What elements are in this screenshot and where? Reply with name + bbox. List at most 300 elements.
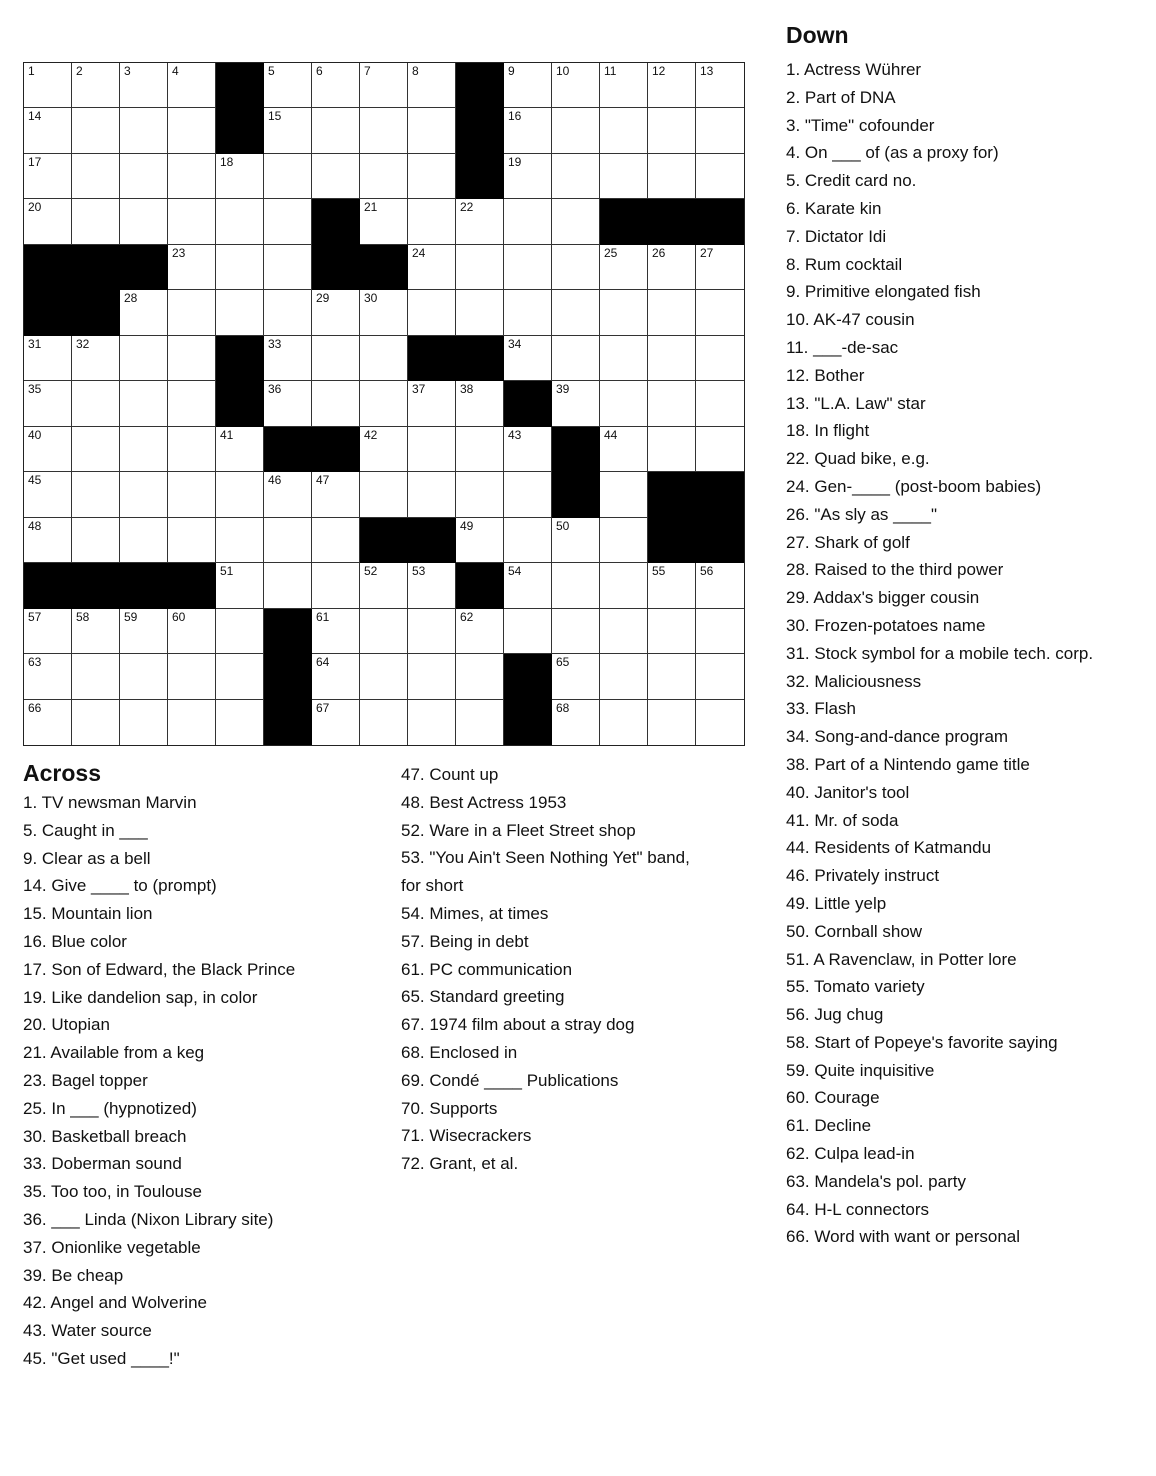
across-clue: 37. Onionlike vegetable xyxy=(23,1237,201,1257)
grid-cell[interactable] xyxy=(552,518,600,563)
across-clue: 35. Too too, in Toulouse xyxy=(23,1182,202,1202)
grid-cell[interactable] xyxy=(600,609,648,654)
grid-cell[interactable] xyxy=(120,518,168,563)
grid-cell[interactable] xyxy=(24,381,72,427)
clue-number: 8 xyxy=(412,64,419,78)
grid-cell[interactable] xyxy=(552,290,600,336)
clue-number: 55 xyxy=(652,564,666,578)
grid-cell[interactable] xyxy=(72,700,120,745)
down-clue: 10. AK-47 cousin xyxy=(786,310,915,330)
grid-cell[interactable] xyxy=(312,108,360,154)
grid-cell[interactable] xyxy=(312,563,360,609)
grid-cell[interactable] xyxy=(696,290,744,336)
grid-cell[interactable] xyxy=(504,63,552,108)
clue-number: 29 xyxy=(316,291,330,305)
grid-cell[interactable] xyxy=(456,654,504,700)
black-square xyxy=(216,381,264,427)
grid-cell[interactable] xyxy=(312,609,360,654)
black-square xyxy=(648,472,696,518)
grid-cell[interactable] xyxy=(72,654,120,700)
clue-number: 45 xyxy=(28,473,42,487)
grid-cell[interactable] xyxy=(360,290,408,336)
grid-cell[interactable] xyxy=(360,654,408,700)
clue-number: 49 xyxy=(460,519,474,533)
grid-cell[interactable] xyxy=(168,63,216,108)
grid-cell[interactable] xyxy=(264,472,312,518)
grid-cell[interactable] xyxy=(24,654,72,700)
grid-cell[interactable] xyxy=(168,609,216,654)
grid-cell[interactable] xyxy=(552,245,600,290)
crossword-grid xyxy=(23,62,745,746)
black-square xyxy=(504,381,552,427)
black-square xyxy=(264,654,312,700)
grid-cell[interactable] xyxy=(648,381,696,427)
grid-cell[interactable] xyxy=(312,700,360,745)
across-clue: 67. 1974 film about a stray dog xyxy=(401,1015,635,1035)
grid-cell[interactable] xyxy=(504,154,552,199)
grid-cell[interactable] xyxy=(168,245,216,290)
grid-cell[interactable] xyxy=(168,108,216,154)
grid-cell[interactable] xyxy=(648,336,696,381)
grid-cell[interactable] xyxy=(696,700,744,745)
grid-cell[interactable] xyxy=(408,290,456,336)
down-clue: 41. Mr. of soda xyxy=(786,810,899,830)
grid-cell[interactable] xyxy=(72,199,120,245)
grid-cell[interactable] xyxy=(696,336,744,381)
black-square xyxy=(600,199,648,245)
grid-cell[interactable] xyxy=(216,427,264,472)
grid-cell[interactable] xyxy=(648,245,696,290)
grid-cell[interactable] xyxy=(216,245,264,290)
black-square xyxy=(24,245,72,290)
down-clue: 26. "As sly as ____" xyxy=(786,504,937,524)
grid-cell[interactable] xyxy=(216,472,264,518)
black-square xyxy=(456,336,504,381)
grid-cell[interactable] xyxy=(264,563,312,609)
down-clue: 7. Dictator Idi xyxy=(786,226,887,246)
grid-cell[interactable] xyxy=(312,472,360,518)
grid-cell[interactable] xyxy=(216,154,264,199)
down-clue: 29. Addax's bigger cousin xyxy=(786,588,980,608)
grid-cell[interactable] xyxy=(360,108,408,154)
grid-cell[interactable] xyxy=(504,609,552,654)
grid-cell[interactable] xyxy=(552,63,600,108)
grid-cell[interactable] xyxy=(456,609,504,654)
grid-cell[interactable] xyxy=(24,609,72,654)
clue-number: 19 xyxy=(508,155,522,169)
grid-cell[interactable] xyxy=(552,563,600,609)
grid-cell[interactable] xyxy=(408,609,456,654)
black-square xyxy=(552,427,600,472)
down-clue: 24. Gen-____ (post-boom babies) xyxy=(786,476,1042,496)
grid-cell[interactable] xyxy=(648,563,696,609)
grid-cell[interactable] xyxy=(72,63,120,108)
black-square xyxy=(216,63,264,108)
grid-cell[interactable] xyxy=(72,427,120,472)
black-square xyxy=(648,199,696,245)
grid-cell[interactable] xyxy=(360,199,408,245)
down-clue: 2. Part of DNA xyxy=(786,87,896,107)
grid-cell[interactable] xyxy=(600,700,648,745)
clue-number: 60 xyxy=(172,610,186,624)
grid-cell[interactable] xyxy=(648,654,696,700)
grid-cell[interactable] xyxy=(72,381,120,427)
grid-cell[interactable] xyxy=(696,427,744,472)
grid-cell[interactable] xyxy=(24,154,72,199)
down-clue: 64. H-L connectors xyxy=(786,1199,929,1219)
grid-cell[interactable] xyxy=(648,700,696,745)
across-clue: 42. Angel and Wolverine xyxy=(23,1293,207,1313)
grid-cell[interactable] xyxy=(504,472,552,518)
clue-number: 3 xyxy=(124,64,131,78)
grid-cell[interactable] xyxy=(552,654,600,700)
grid-cell[interactable] xyxy=(168,154,216,199)
grid-cell[interactable] xyxy=(120,154,168,199)
across-clue: 68. Enclosed in xyxy=(401,1042,518,1062)
grid-cell[interactable] xyxy=(168,472,216,518)
across-clue-list-column-2 xyxy=(401,761,690,1178)
grid-cell[interactable] xyxy=(312,381,360,427)
grid-cell[interactable] xyxy=(696,63,744,108)
grid-cell[interactable] xyxy=(72,609,120,654)
grid-cell[interactable] xyxy=(24,427,72,472)
grid-cell[interactable] xyxy=(24,700,72,745)
grid-cell[interactable] xyxy=(456,518,504,563)
clue-number: 64 xyxy=(316,655,330,669)
grid-cell[interactable] xyxy=(264,336,312,381)
grid-cell[interactable] xyxy=(312,290,360,336)
black-square xyxy=(504,700,552,745)
down-clue: 12. Bother xyxy=(786,365,865,385)
clue-number: 16 xyxy=(508,109,522,123)
grid-cell[interactable] xyxy=(696,245,744,290)
clue-number: 61 xyxy=(316,610,330,624)
clue-number: 13 xyxy=(700,64,714,78)
across-clue: 61. PC communication xyxy=(401,959,573,979)
grid-cell[interactable] xyxy=(312,63,360,108)
grid-cell[interactable] xyxy=(648,63,696,108)
grid-cell[interactable] xyxy=(552,199,600,245)
grid-cell[interactable] xyxy=(600,154,648,199)
grid-cell[interactable] xyxy=(24,518,72,563)
grid-cell[interactable] xyxy=(504,518,552,563)
down-clue: 60. Courage xyxy=(786,1088,880,1108)
grid-cell[interactable] xyxy=(360,63,408,108)
clue-number: 24 xyxy=(412,246,426,260)
grid-cell[interactable] xyxy=(648,427,696,472)
clue-number: 14 xyxy=(28,109,42,123)
down-clue: 32. Maliciousness xyxy=(786,671,922,691)
grid-cell[interactable] xyxy=(456,290,504,336)
clue-number: 32 xyxy=(76,337,90,351)
grid-cell[interactable] xyxy=(360,472,408,518)
grid-cell[interactable] xyxy=(408,199,456,245)
grid-cell[interactable] xyxy=(600,472,648,518)
grid-cell[interactable] xyxy=(72,518,120,563)
clue-number: 11 xyxy=(604,64,617,78)
grid-cell[interactable] xyxy=(552,381,600,427)
grid-cell[interactable] xyxy=(696,609,744,654)
grid-cell[interactable] xyxy=(360,381,408,427)
grid-cell[interactable] xyxy=(264,518,312,563)
grid-cell[interactable] xyxy=(648,154,696,199)
black-square xyxy=(216,108,264,154)
clue-number: 30 xyxy=(364,291,378,305)
grid-cell[interactable] xyxy=(120,63,168,108)
grid-cell[interactable] xyxy=(696,381,744,427)
grid-cell[interactable] xyxy=(408,108,456,154)
grid-cell[interactable] xyxy=(72,154,120,199)
grid-cell[interactable] xyxy=(408,563,456,609)
grid-cell[interactable] xyxy=(24,336,72,381)
across-clue: 72. Grant, et al. xyxy=(401,1154,519,1174)
grid-cell[interactable] xyxy=(264,199,312,245)
grid-cell[interactable] xyxy=(408,700,456,745)
grid-cell[interactable] xyxy=(24,63,72,108)
grid-cell[interactable] xyxy=(312,154,360,199)
grid-cell[interactable] xyxy=(264,154,312,199)
clue-number: 15 xyxy=(268,109,282,123)
grid-cell[interactable] xyxy=(264,108,312,154)
black-square xyxy=(264,427,312,472)
across-clue: for short xyxy=(401,876,464,896)
grid-cell[interactable] xyxy=(600,381,648,427)
grid-cell[interactable] xyxy=(24,199,72,245)
grid-cell[interactable] xyxy=(456,472,504,518)
grid-cell[interactable] xyxy=(24,108,72,154)
clue-number: 9 xyxy=(508,64,515,78)
across-clue: 21. Available from a keg xyxy=(23,1043,205,1063)
grid-cell[interactable] xyxy=(504,290,552,336)
grid-cell[interactable] xyxy=(552,336,600,381)
grid-cell[interactable] xyxy=(504,563,552,609)
grid-cell[interactable] xyxy=(504,108,552,154)
black-square xyxy=(408,336,456,381)
grid-cell[interactable] xyxy=(600,427,648,472)
down-clue: 31. Stock symbol for a mobile tech. corp. xyxy=(786,643,1094,663)
grid-cell[interactable] xyxy=(600,245,648,290)
black-square xyxy=(120,245,168,290)
black-square xyxy=(408,518,456,563)
grid-cell[interactable] xyxy=(120,290,168,336)
grid-cell[interactable] xyxy=(408,63,456,108)
across-clue: 54. Mimes, at times xyxy=(401,903,549,923)
clue-number: 50 xyxy=(556,519,570,533)
grid-cell[interactable] xyxy=(408,154,456,199)
grid-cell[interactable] xyxy=(120,108,168,154)
grid-cell[interactable] xyxy=(552,154,600,199)
grid-cell[interactable] xyxy=(408,245,456,290)
down-clue: 63. Mandela's pol. party xyxy=(786,1171,966,1191)
grid-cell[interactable] xyxy=(696,563,744,609)
across-clue: 15. Mountain lion xyxy=(23,904,153,924)
clue-number: 41 xyxy=(220,428,234,442)
grid-cell[interactable] xyxy=(264,245,312,290)
grid-cell[interactable] xyxy=(600,108,648,154)
down-clue: 1. Actress Wührer xyxy=(786,60,922,79)
grid-cell[interactable] xyxy=(360,336,408,381)
grid-cell[interactable] xyxy=(504,245,552,290)
grid-cell[interactable] xyxy=(120,654,168,700)
grid-cell[interactable] xyxy=(216,199,264,245)
grid-cell[interactable] xyxy=(168,518,216,563)
grid-cell[interactable] xyxy=(360,427,408,472)
grid-cell[interactable] xyxy=(552,609,600,654)
grid-cell[interactable] xyxy=(168,654,216,700)
grid-cell[interactable] xyxy=(696,654,744,700)
grid-cell[interactable] xyxy=(216,654,264,700)
grid-cell[interactable] xyxy=(216,518,264,563)
black-square xyxy=(120,563,168,609)
grid-cell[interactable] xyxy=(264,381,312,427)
down-clue: 49. Little yelp xyxy=(786,893,887,913)
down-clue: 3. "Time" cofounder xyxy=(786,115,935,135)
grid-cell[interactable] xyxy=(120,700,168,745)
grid-cell[interactable] xyxy=(504,199,552,245)
down-clue: 61. Decline xyxy=(786,1116,872,1136)
grid-cell[interactable] xyxy=(456,199,504,245)
grid-cell[interactable] xyxy=(168,199,216,245)
across-clue: 57. Being in debt xyxy=(401,931,529,951)
clue-number: 21 xyxy=(364,200,378,214)
grid-cell[interactable] xyxy=(648,290,696,336)
across-clue: 19. Like dandelion sap, in color xyxy=(23,987,258,1007)
grid-cell[interactable] xyxy=(552,700,600,745)
grid-cell[interactable] xyxy=(216,700,264,745)
grid-cell[interactable] xyxy=(600,290,648,336)
across-clue: 1. TV newsman Marvin xyxy=(23,793,197,812)
grid-cell[interactable] xyxy=(456,245,504,290)
grid-cell[interactable] xyxy=(120,381,168,427)
down-clue: 59. Quite inquisitive xyxy=(786,1060,935,1080)
grid-cell[interactable] xyxy=(72,108,120,154)
grid-cell[interactable] xyxy=(168,336,216,381)
grid-cell[interactable] xyxy=(168,427,216,472)
grid-cell[interactable] xyxy=(168,381,216,427)
clue-number: 47 xyxy=(316,473,330,487)
down-clue: 40. Janitor's tool xyxy=(786,782,910,802)
black-square xyxy=(72,245,120,290)
clue-number: 36 xyxy=(268,382,282,396)
grid-cell[interactable] xyxy=(120,199,168,245)
grid-cell[interactable] xyxy=(168,290,216,336)
clue-number: 22 xyxy=(460,200,474,214)
grid-cell[interactable] xyxy=(600,654,648,700)
black-square xyxy=(24,290,72,336)
grid-cell[interactable] xyxy=(168,700,216,745)
across-clue: 23. Bagel topper xyxy=(23,1070,148,1090)
grid-cell[interactable] xyxy=(504,427,552,472)
black-square xyxy=(24,563,72,609)
black-square xyxy=(696,518,744,563)
grid-cell[interactable] xyxy=(600,518,648,563)
grid-cell[interactable] xyxy=(120,427,168,472)
down-clue-list xyxy=(786,56,1093,1251)
down-clue: 34. Song-and-dance program xyxy=(786,727,1009,747)
across-clue: 48. Best Actress 1953 xyxy=(401,792,567,812)
clue-number: 57 xyxy=(28,610,42,624)
clue-number: 65 xyxy=(556,655,570,669)
down-clue: 4. On ___ of (as a proxy for) xyxy=(786,143,999,163)
clue-number: 4 xyxy=(172,64,179,78)
black-square xyxy=(312,199,360,245)
grid-cell[interactable] xyxy=(264,290,312,336)
across-clue: 43. Water source xyxy=(23,1321,152,1341)
grid-cell[interactable] xyxy=(120,336,168,381)
grid-cell[interactable] xyxy=(120,472,168,518)
down-clue: 6. Karate kin xyxy=(786,198,882,218)
grid-cell[interactable] xyxy=(408,427,456,472)
black-square xyxy=(696,199,744,245)
grid-cell[interactable] xyxy=(360,700,408,745)
clue-number: 56 xyxy=(700,564,714,578)
down-clue: 28. Raised to the third power xyxy=(786,560,1004,580)
grid-cell[interactable] xyxy=(360,563,408,609)
grid-cell[interactable] xyxy=(648,609,696,654)
grid-cell[interactable] xyxy=(600,336,648,381)
grid-cell[interactable] xyxy=(72,336,120,381)
grid-cell[interactable] xyxy=(696,154,744,199)
grid-cell[interactable] xyxy=(120,609,168,654)
grid-cell[interactable] xyxy=(312,518,360,563)
grid-cell[interactable] xyxy=(360,609,408,654)
grid-cell[interactable] xyxy=(360,154,408,199)
grid-cell[interactable] xyxy=(600,563,648,609)
down-clue: 30. Frozen-potatoes name xyxy=(786,615,986,635)
grid-cell[interactable] xyxy=(456,700,504,745)
clue-number: 58 xyxy=(76,610,90,624)
clue-number: 27 xyxy=(700,246,714,260)
grid-cell[interactable] xyxy=(216,290,264,336)
black-square xyxy=(360,518,408,563)
clue-number: 2 xyxy=(76,64,83,78)
clue-number: 48 xyxy=(28,519,42,533)
grid-cell[interactable] xyxy=(216,609,264,654)
grid-cell[interactable] xyxy=(216,563,264,609)
grid-cell[interactable] xyxy=(456,381,504,427)
across-clue: 65. Standard greeting xyxy=(401,987,565,1007)
down-clue: 58. Start of Popeye's favorite saying xyxy=(786,1032,1058,1052)
black-square xyxy=(648,518,696,563)
grid-cell[interactable] xyxy=(552,108,600,154)
across-clue: 14. Give ____ to (prompt) xyxy=(23,876,217,896)
down-clue: 38. Part of a Nintendo game title xyxy=(786,754,1030,774)
clue-number: 54 xyxy=(508,564,522,578)
down-clue: 33. Flash xyxy=(786,699,856,719)
grid-cell[interactable] xyxy=(600,63,648,108)
clue-number: 68 xyxy=(556,701,570,715)
black-square xyxy=(312,427,360,472)
grid-cell[interactable] xyxy=(648,108,696,154)
grid-cell[interactable] xyxy=(312,654,360,700)
grid-cell[interactable] xyxy=(72,472,120,518)
grid-cell[interactable] xyxy=(504,336,552,381)
black-square xyxy=(456,108,504,154)
black-square xyxy=(216,336,264,381)
clue-number: 63 xyxy=(28,655,42,669)
grid-cell[interactable] xyxy=(264,63,312,108)
clue-number: 20 xyxy=(28,200,42,214)
grid-cell[interactable] xyxy=(408,472,456,518)
grid-cell[interactable] xyxy=(456,427,504,472)
clue-number: 44 xyxy=(604,428,618,442)
grid-cell[interactable] xyxy=(408,654,456,700)
grid-cell[interactable] xyxy=(312,336,360,381)
grid-cell[interactable] xyxy=(24,472,72,518)
down-clue: 50. Cornball show xyxy=(786,921,923,941)
grid-cell[interactable] xyxy=(408,381,456,427)
grid-cell[interactable] xyxy=(696,108,744,154)
